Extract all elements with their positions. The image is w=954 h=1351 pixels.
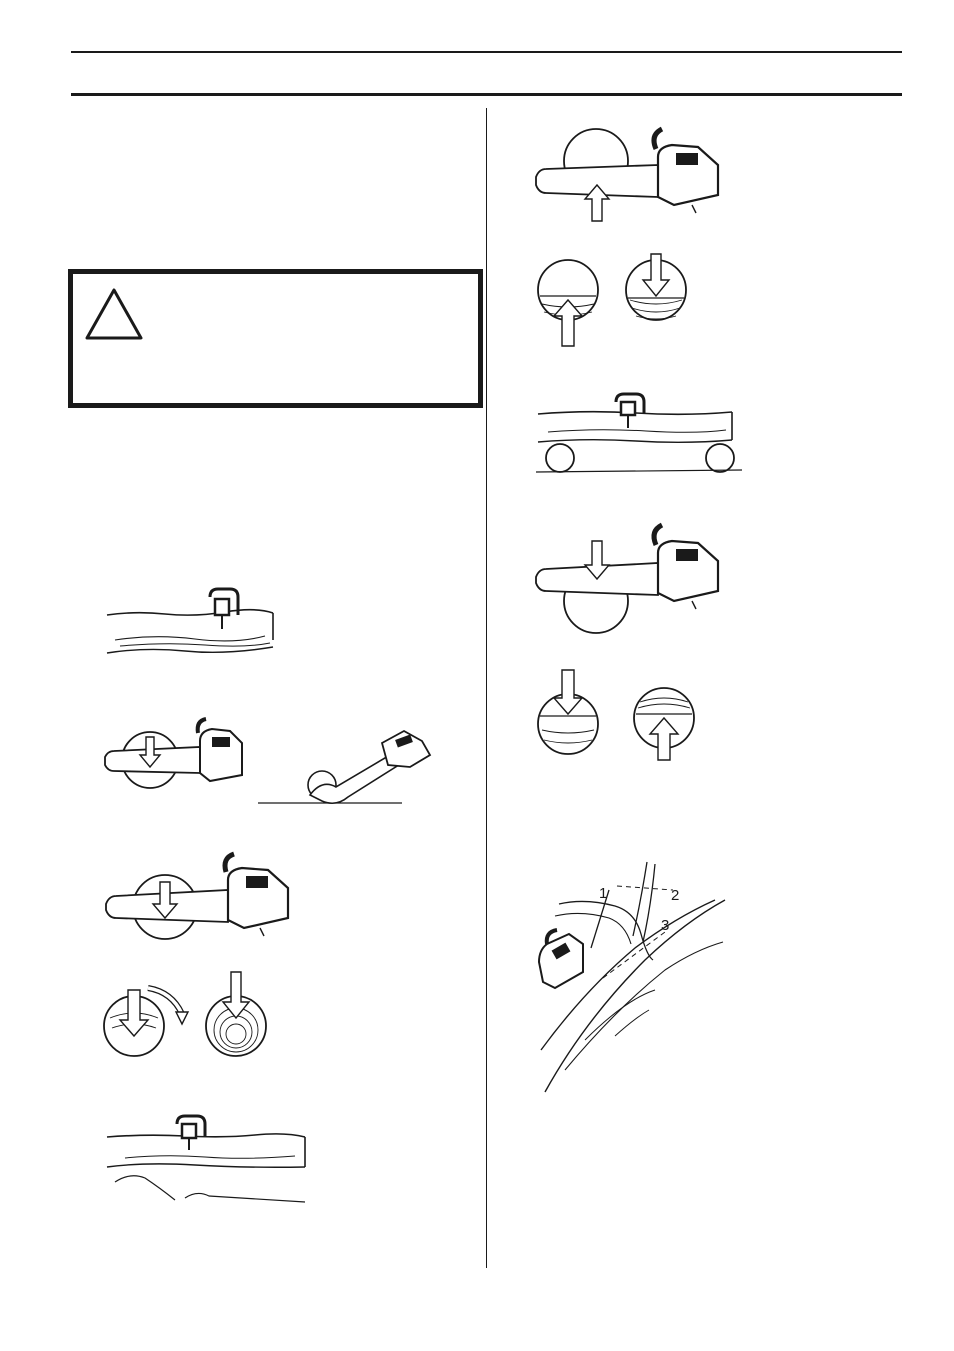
branch-label-3: 3	[661, 917, 670, 934]
header-rule-bottom	[71, 93, 902, 96]
branch-label-2: 2	[671, 887, 680, 904]
figure-saw-under-cut	[530, 125, 735, 225]
figure-log-on-ground	[105, 585, 280, 660]
column-divider	[486, 108, 487, 1268]
figure-log-cross-sections-rotate	[100, 968, 275, 1068]
warning-box	[68, 269, 483, 408]
warning-triangle-icon	[83, 284, 145, 344]
figure-log-over-ditch	[105, 1112, 310, 1212]
figure-saw-top-cut-and-kickback	[100, 715, 440, 815]
figure-log-cross-sections-down-up	[530, 668, 700, 763]
branch-label-1: 1	[599, 885, 608, 902]
figure-log-cross-sections-up-down	[530, 250, 700, 350]
figure-branch-cut-sequence	[525, 860, 735, 1095]
figure-log-on-supports	[536, 388, 746, 478]
figure-saw-top-cut-right	[530, 525, 735, 640]
header-rule-top	[71, 51, 902, 53]
figure-saw-top-cut-large	[100, 852, 300, 947]
